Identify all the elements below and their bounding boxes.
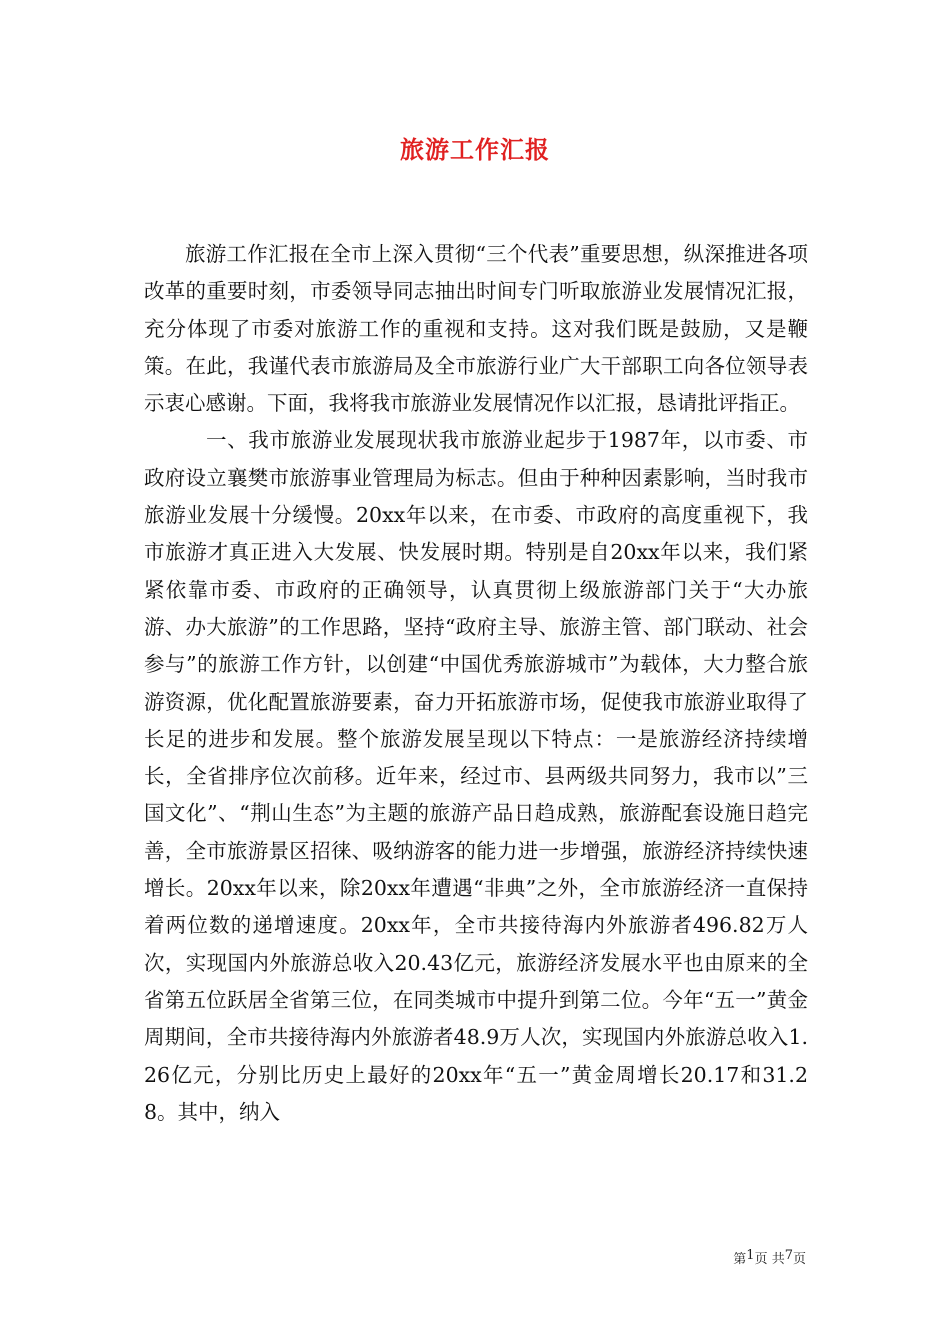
footer-total-pages: 7: [784, 1248, 793, 1263]
footer-current-page: 1: [746, 1248, 755, 1263]
document-body: [144, 236, 808, 1131]
paragraph-development-status: 一、我市旅游业发展现状我市旅游业起步于1987年，以市委、市政府设立襄樊市旅游事业管理局为标志。但由于种种因素影响，当时我市旅游业发展十分缓慢。20xx年以来，在市委、市政府的高度重视下，我市旅游才真正进入大发展、快发展时期。特别是自20xx年以来，我们紧紧依靠市委、市政府的正确领导，认真贯彻上级旅游部门关于“大办旅游、办大旅游”的工作思路，坚持“政府主导、旅游主管、部门联动、社会参与”的旅游工作方针，以创建“中国优秀旅游城市”为载体，大力整合旅游资源，优化配置旅游要素，奋力开拓旅游市场，促使我市旅游业取得了长足的进步和发展。整个旅游发展呈现以下特点：一是旅游经济持续增长，全省排序位次前移。近年来，经过市、县两级共同努力，我市以”三国文化”、“荆山生态”为主题的旅游产品日趋成熟，旅游配套设施日趋完善，全市旅游景区招徕、吸纳游客的能力进一步增强，旅游经济持续快速增长。20xx年以来，除20xx年遭遇“非典”之外，全市旅游经济一直保持着两位数的递增速度。20xx年，全市共接待海内外旅游者496.82万人次，实现国内外旅游总收入20.43亿元，旅游经济发展水平也由原来的全省第五位跃居全省第三位，在同类城市中提升到第二位。今年“五一”黄金周期间，全市共接待海内外旅游者48.9万人次，实现国内外旅游总收入1.26亿元，分别比历史上最好的20xx年“五一”黄金周增长20.17和31.28。其中，纳入: [144, 428, 808, 1124]
footer-prefix: 第: [733, 1252, 747, 1267]
footer-middle: 页 共: [754, 1252, 785, 1267]
footer-suffix: 页: [792, 1252, 806, 1267]
document-title: 旅游工作汇报: [400, 135, 550, 164]
page-number-footer: [733, 1248, 806, 1267]
paragraph-intro: 旅游工作汇报在全市上深入贯彻“三个代表”重要思想，纵深推进各项改革的重要时刻，市委领导同志抽出时间专门听取旅游业发展情况汇报，充分体现了市委对旅游工作的重视和支持。这对我们既是鼓励，又是鞭策。在此，我谨代表市旅游局及全市旅游行业广大干部职工向各位领导表示衷心感谢。下面，我将我市旅游业发展情况作以汇报，恳请批评指正。: [144, 242, 808, 416]
